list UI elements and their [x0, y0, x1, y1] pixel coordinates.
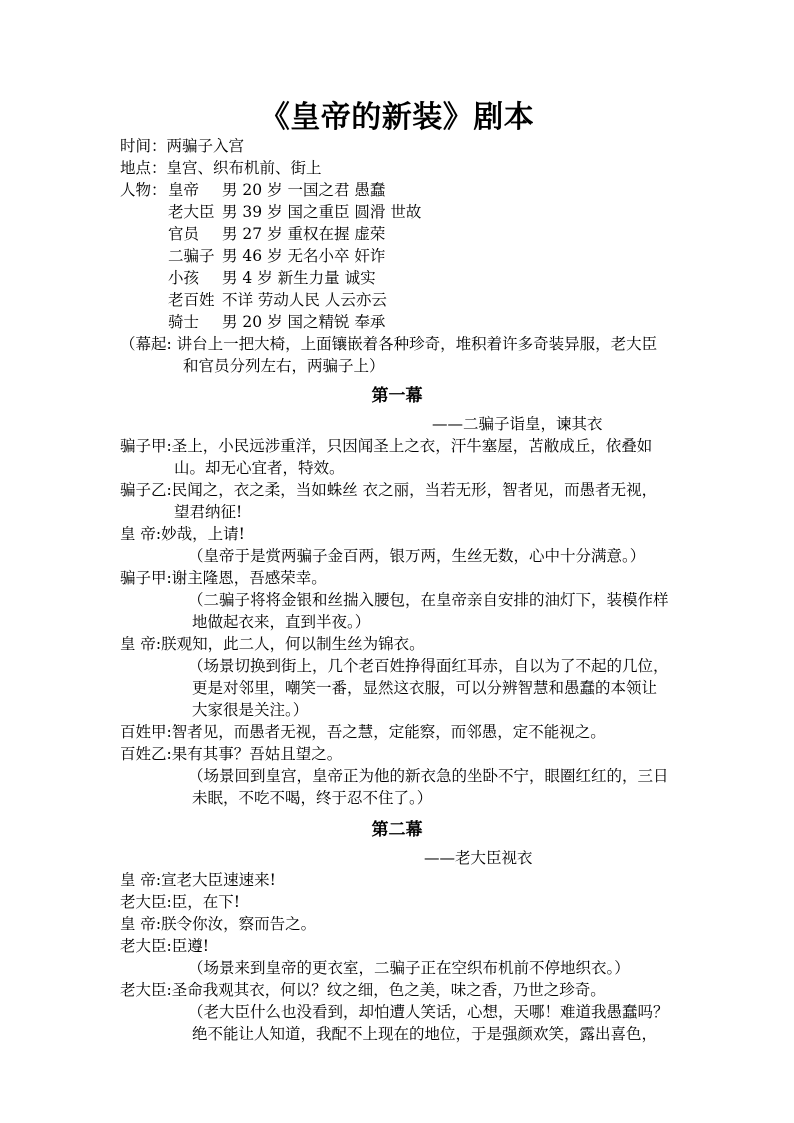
cast-info: 男 4 岁 新生力量 诚实: [222, 269, 376, 287]
page-title: 《皇帝的新装》剧本: [259, 100, 535, 135]
cast-info: 男 39 岁 国之重臣 圆滑 世故: [222, 203, 422, 221]
stage-direction: （场景切换到街上，几个老百姓挣得面红耳赤，自以为了不起的几位，: [188, 657, 669, 675]
cast-name: 老百姓: [168, 291, 215, 309]
meta-place: 地点：皇宫、织布机前、街上: [120, 159, 322, 177]
cast-item: [168, 289, 387, 311]
cast-name: 皇帝: [168, 181, 200, 199]
dialogue-cont: 山。却无心宜者，特效。: [174, 459, 345, 477]
meta-time: 时间：两骗子入宫: [120, 137, 245, 155]
dialogue-line: [120, 435, 652, 457]
speaker: 皇 帝:: [120, 915, 162, 933]
stage-direction: （皇帝于是赏两骗子金百两，银万两，生丝无数，心中十分满意。）: [188, 547, 646, 565]
dialogue-text: 民闻之，衣之柔，当如蛛丝 衣之丽，当若无形，智者见，而愚者无视，: [171, 481, 658, 499]
cast-item: [168, 201, 421, 223]
speaker: 皇 帝:: [120, 871, 162, 889]
speaker: 百姓甲:: [120, 723, 172, 741]
cast-name: 官员: [168, 225, 200, 243]
dialogue-text: 臣遵!: [171, 937, 209, 955]
stage-direction-cont: 地做起衣来，直到半夜。）: [192, 613, 371, 631]
dialogue-text: 谢主隆恩，吾感荣幸。: [171, 569, 327, 587]
dialogue-line: [120, 913, 316, 935]
dialogue-line: [120, 743, 342, 765]
dialogue-text: 妙哉，上请!: [161, 525, 245, 543]
speaker: 老大臣:: [120, 981, 172, 999]
speaker: 皇 帝:: [120, 525, 162, 543]
dialogue-text: 圣命我观其衣，何以？纹之细，色之美，味之香，乃世之珍奇。: [171, 981, 606, 999]
dialogue-line: [120, 935, 209, 957]
stage-direction: （场景来到皇帝的更衣室，二骗子正在空织布机前不停地织衣。）: [188, 959, 630, 977]
dialogue-line: [120, 567, 327, 589]
cast-name: 二骗子: [168, 247, 215, 265]
dialogue-line: [120, 523, 245, 545]
stage-direction: （场景回到皇宫，皇帝正为他的新衣急的坐卧不宁，眼圈红红的，三日: [188, 767, 669, 785]
act1-heading: 第一幕: [371, 386, 423, 406]
cast-item: [168, 179, 385, 201]
dialogue-text: 圣上，小民远涉重洋，只因闻圣上之衣，汗牛塞屋，苫敝成丘，依叠如: [171, 437, 653, 455]
cast-info: 不详 劳动人民 人云亦云: [222, 291, 387, 309]
dialogue-text: 智者见，而愚者无视，吾之慧，定能察，而邻愚，定不能视之。: [171, 723, 606, 741]
cast-info: 男 20 岁 一国之君 愚蠢: [222, 181, 386, 199]
cast-label: 人物：: [120, 181, 167, 199]
dialogue-text: 朕令你汝，察而告之。: [161, 915, 317, 933]
dialogue-line: [120, 721, 606, 743]
dialogue-line: [120, 869, 276, 891]
dialogue-line: [120, 633, 425, 655]
dialogue-line: [120, 979, 606, 1001]
dialogue-line: [120, 479, 657, 501]
speaker: 骗子甲:: [120, 437, 172, 455]
speaker: 骗子甲:: [120, 569, 172, 587]
stage-direction-cont: 绝不能让人知道，我配不上现在的地位，于是强颜欢笑，露出喜色，: [192, 1025, 658, 1043]
dialogue-text: 果有其事？吾姑且望之。: [171, 745, 343, 763]
speaker: 骗子乙:: [120, 481, 172, 499]
cast-item: [168, 223, 385, 245]
dialogue-text: 臣，在下!: [171, 893, 240, 911]
cast-info: 男 27 岁 重权在握 虚荣: [222, 225, 386, 243]
opening-stage-direction: （幕起: 讲台上一把大椅，上面镶嵌着各种珍奇，堆积着许多奇装异服，老大臣: [120, 335, 658, 353]
cast-name: 骑士: [168, 313, 200, 331]
dialogue-cont: 望君纳征!: [174, 503, 243, 521]
act2-heading: 第二幕: [371, 820, 423, 840]
dialogue-text: 朕观知，此二人，何以制生丝为锦衣。: [161, 635, 425, 653]
speaker: 百姓乙:: [120, 745, 172, 763]
stage-direction: （二骗子将将金银和丝揣入腰包，在皇帝亲自安排的油灯下，装模作样: [188, 591, 669, 609]
dialogue-text: 宣老大臣速速来!: [161, 871, 276, 889]
speaker: 老大臣:: [120, 893, 172, 911]
act2-subtitle: ——老大臣视衣: [424, 849, 533, 867]
cast-info: 男 20 岁 国之精锐 奉承: [222, 313, 386, 331]
speaker: 老大臣:: [120, 937, 172, 955]
speaker: 皇 帝:: [120, 635, 162, 653]
stage-direction-cont: 大家很是关注。）: [192, 701, 309, 719]
cast-info: 男 46 岁 无名小卒 奸诈: [222, 247, 386, 265]
dialogue-line: [120, 891, 240, 913]
stage-direction-cont: 更是对邻里，嘲笑一番，显然这衣服，可以分辨智慧和愚蠢的本领让: [192, 679, 658, 697]
stage-direction: （老大臣什么也没看到，却怕遭人笑话，心想，天哪！难道我愚蠢吗？: [188, 1003, 669, 1021]
cast-name: 老大臣: [168, 203, 215, 221]
cast-name: 小孩: [168, 269, 200, 287]
act1-subtitle: ——二骗子诣皇，谏其衣: [432, 415, 603, 433]
cast-item: [168, 311, 385, 333]
stage-direction-cont: 未眠，不吃不喝，终于忍不住了。）: [192, 789, 433, 807]
cast-item: [168, 245, 385, 267]
opening-stage-direction-cont: 和官员分列左右，两骗子上）: [183, 357, 385, 375]
cast-item: [168, 267, 376, 289]
